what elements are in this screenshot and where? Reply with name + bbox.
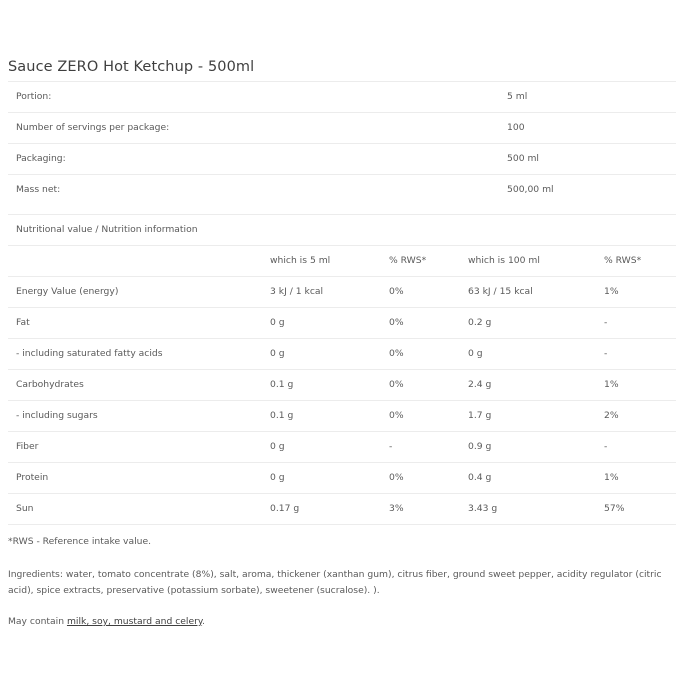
divider: [8, 431, 676, 432]
divider: [8, 524, 676, 525]
divider: [8, 307, 676, 308]
rws-footnote: *RWS - Reference intake value.: [8, 536, 152, 547]
nutrient-per-5ml: 0.1 g: [270, 410, 294, 421]
column-header-per-100ml: which is 100 ml: [468, 255, 540, 266]
nutrient-per-5ml: 3 kJ / 1 kcal: [270, 286, 324, 297]
nutrient-rws-100ml: 2%: [604, 410, 619, 421]
divider: [8, 369, 676, 370]
nutrient-per-100ml: 0.2 g: [468, 317, 492, 328]
nutrient-rws-5ml: -: [389, 441, 393, 452]
nutrient-name: Fat: [16, 317, 30, 328]
divider: [8, 143, 676, 144]
nutrient-per-100ml: 63 kJ / 15 kcal: [468, 286, 533, 297]
nutrient-rws-5ml: 0%: [389, 410, 404, 421]
allergen-suffix: .: [202, 616, 205, 627]
spec-value-servings: 100: [507, 122, 525, 133]
allergen-notice: [8, 614, 205, 630]
nutrient-rws-100ml: 1%: [604, 472, 619, 483]
spec-label-packaging: Packaging:: [16, 153, 66, 164]
allergen-list: milk, soy, mustard and celery: [66, 616, 203, 627]
nutrient-rws-100ml: 1%: [604, 379, 619, 390]
product-title: Sauce ZERO Hot Ketchup - 500ml: [8, 59, 255, 75]
spec-label-portion: Portion:: [16, 91, 52, 102]
nutrient-per-100ml: 0.4 g: [468, 472, 492, 483]
divider: [8, 245, 676, 246]
nutrient-per-100ml: 1.7 g: [468, 410, 492, 421]
spec-value-mass-net: 500,00 ml: [507, 184, 554, 195]
nutrient-per-5ml: 0 g: [270, 441, 285, 452]
divider: [8, 400, 676, 401]
nutrient-rws-5ml: 0%: [389, 379, 404, 390]
divider: [8, 338, 676, 339]
divider: [8, 174, 676, 175]
nutrient-rws-100ml: -: [604, 441, 608, 452]
column-header-rws-5ml: % RWS*: [389, 255, 427, 266]
divider: [8, 462, 676, 463]
nutrient-rws-5ml: 0%: [389, 472, 404, 483]
nutrient-per-5ml: 0.17 g: [270, 503, 300, 514]
nutrient-name: Fiber: [16, 441, 39, 452]
nutrition-heading: Nutritional value / Nutrition information: [16, 224, 198, 235]
nutrient-per-100ml: 2.4 g: [468, 379, 492, 390]
ingredients-text: Ingredients: water, tomato concentrate (8%), salt, aroma, thickener (xanthan gum), citrus fiber, ground sweet pepper, acidity regulator (citric acid), spice extracts, preservative (potassium sorbate), sweetener (sucralose). ).: [8, 569, 662, 596]
nutrient-name: Energy Value (energy): [16, 286, 119, 297]
spec-value-packaging: 500 ml: [507, 153, 539, 164]
nutrient-per-5ml: 0 g: [270, 317, 285, 328]
nutrient-rws-100ml: 57%: [604, 503, 625, 514]
spec-value-portion: 5 ml: [507, 91, 528, 102]
nutrient-name: - including sugars: [16, 410, 98, 421]
nutrient-per-100ml: 0.9 g: [468, 441, 492, 452]
nutrient-per-5ml: 0 g: [270, 348, 285, 359]
nutrient-rws-5ml: 0%: [389, 348, 404, 359]
nutrient-rws-100ml: -: [604, 348, 608, 359]
column-header-per-5ml: which is 5 ml: [270, 255, 331, 266]
nutrient-name: Protein: [16, 472, 49, 483]
spec-label-mass-net: Mass net:: [16, 184, 61, 195]
divider: [8, 276, 676, 277]
nutrient-per-5ml: 0.1 g: [270, 379, 294, 390]
nutrient-per-5ml: 0 g: [270, 472, 285, 483]
nutrient-per-100ml: 0 g: [468, 348, 483, 359]
divider: [8, 81, 676, 82]
nutrient-rws-5ml: 0%: [389, 317, 404, 328]
nutrient-name: Sun: [16, 503, 34, 514]
nutrient-rws-5ml: 0%: [389, 286, 404, 297]
divider: [8, 214, 676, 215]
spec-label-servings: Number of servings per package:: [16, 122, 170, 133]
divider: [8, 112, 676, 113]
column-header-rws-100ml: % RWS*: [604, 255, 642, 266]
nutrient-name: Carbohydrates: [16, 379, 84, 390]
allergen-prefix: May contain: [8, 616, 65, 627]
nutrient-rws-100ml: -: [604, 317, 608, 328]
divider: [8, 493, 676, 494]
nutrient-name: - including saturated fatty acids: [16, 348, 163, 359]
nutrient-rws-100ml: 1%: [604, 286, 619, 297]
nutrient-per-100ml: 3.43 g: [468, 503, 498, 514]
nutrient-rws-5ml: 3%: [389, 503, 404, 514]
